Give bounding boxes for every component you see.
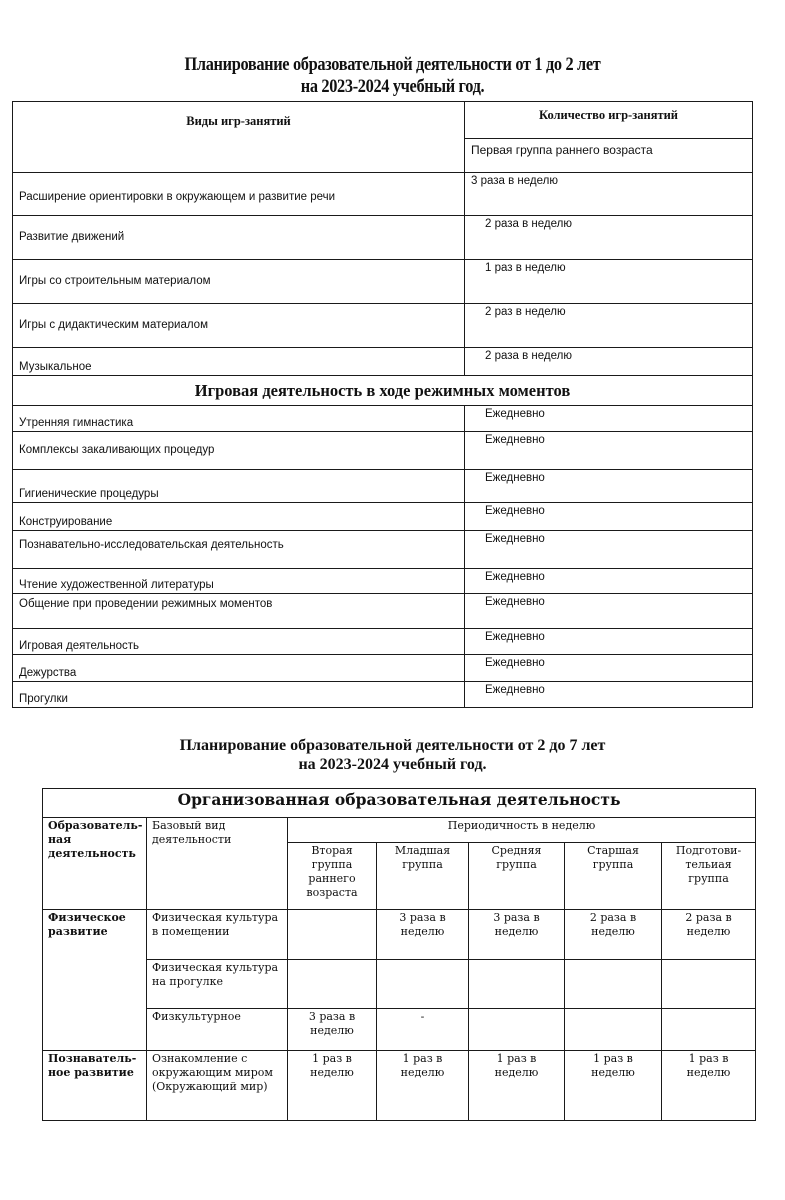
row-label: Чтение художественной литературы [13, 569, 465, 594]
row-label: Конструирование [13, 503, 465, 531]
row-value: Ежедневно [465, 569, 753, 594]
col-header-base: Базовый вид деятельности [147, 818, 288, 910]
row-label: Комплексы закаливающих процедур [13, 432, 465, 470]
cell-value: 3 раза в неделю [288, 1009, 377, 1051]
table-row [13, 594, 753, 629]
schedule-table-1-2-years [12, 101, 753, 708]
cell-value: 3 раза в неделю [469, 910, 565, 960]
row-value: 1 раз в неделю [465, 260, 753, 304]
row-label: Утренняя гимнастика [13, 406, 465, 432]
doc1-title-line1: Планирование образовательной деятельности от 1 до 2 лет [184, 54, 601, 75]
row-label: Прогулки [13, 682, 465, 708]
row-label: Дежурства [13, 655, 465, 682]
area-cognitive: Познавательное развитие [43, 1051, 147, 1121]
cell-value [469, 960, 565, 1009]
row-label: Игры с дидактическим материалом [13, 304, 465, 348]
row-value: Ежедневно [465, 503, 753, 531]
group-junior: Младшая группа [377, 843, 469, 910]
row-value: Ежедневно [465, 406, 753, 432]
cell-value: 3 раза в неделю [377, 910, 469, 960]
row-value: Ежедневно [465, 432, 753, 470]
area-physical: Физическое развитие [43, 910, 147, 1051]
table-row [13, 629, 753, 655]
base-activity: Физическая культура в помещении [147, 910, 288, 960]
row-label: Игровая деятельность [13, 629, 465, 655]
table-row [13, 304, 753, 348]
row-label: Развитие движений [13, 216, 465, 260]
table-row [13, 216, 753, 260]
doc1-title [55, 54, 730, 98]
cell-value: 1 раз в неделю [377, 1051, 469, 1121]
table-row [43, 1009, 756, 1051]
col-header-period: Периодичность в неделю [288, 818, 756, 843]
schedule-table-2-7-years [42, 788, 756, 1121]
row-value: Ежедневно [465, 629, 753, 655]
row-label: Гигиенические процедуры [13, 470, 465, 503]
cell-value [662, 1009, 756, 1051]
base-activity: Ознакомление с окружающим миром (Окружающий мир) [147, 1051, 288, 1121]
cell-value: 2 раза в неделю [662, 910, 756, 960]
group-header: Первая группа раннего возраста [465, 139, 753, 173]
cell-value: 1 раз в неделю [565, 1051, 662, 1121]
cell-value [288, 960, 377, 1009]
group-second-early: Вторая группа раннего возраста [288, 843, 377, 910]
table-row [43, 1051, 756, 1121]
table-row [13, 569, 753, 594]
doc2-title-line1: Планирование образовательной деятельности от 2 до 7 лет [179, 737, 606, 754]
table-row [13, 682, 753, 708]
table-row [13, 503, 753, 531]
cell-value [377, 960, 469, 1009]
row-label: Познавательно-исследовательская деятельность [13, 531, 465, 569]
group-preparatory: Подготовительиая группа [662, 843, 756, 910]
row-value: 3 раза в неделю [465, 173, 753, 216]
cell-value [565, 1009, 662, 1051]
table-row [13, 173, 753, 216]
row-value: Ежедневно [465, 682, 753, 708]
cell-value [565, 960, 662, 1009]
row-value: Ежедневно [465, 470, 753, 503]
row-value: Ежедневно [465, 531, 753, 569]
table-row [13, 655, 753, 682]
table-row [43, 960, 756, 1009]
row-value: 2 раза в неделю [465, 348, 753, 376]
row-label: Музыкальное [13, 348, 465, 376]
base-activity: Физическая культура на прогулке [147, 960, 288, 1009]
col-header-count: Количество игр-занятий [465, 102, 753, 139]
table-row [13, 348, 753, 376]
row-label: Расширение ориентировки в окружающем и развитие речи [13, 173, 465, 216]
row-value: Ежедневно [465, 594, 753, 629]
doc2-title [0, 736, 785, 774]
cell-value: 1 раз в неделю [469, 1051, 565, 1121]
col-header-activity-types: Виды игр-занятий [13, 102, 465, 173]
row-value: 2 раз в неделю [465, 304, 753, 348]
cell-value: 2 раза в неделю [565, 910, 662, 960]
banner-organized-activity: Организованная образовательная деятельность [43, 789, 756, 818]
cell-value [469, 1009, 565, 1051]
table-row [43, 910, 756, 960]
table-row [13, 406, 753, 432]
table-row [13, 432, 753, 470]
col-header-area: Образовательная деятельность [43, 818, 147, 910]
row-value: Ежедневно [465, 655, 753, 682]
row-label: Игры со строительным материалом [13, 260, 465, 304]
doc2-title-line2: на 2023-2024 учебный год. [298, 756, 487, 773]
group-senior: Старшая группа [565, 843, 662, 910]
cell-value [288, 910, 377, 960]
table-row [13, 531, 753, 569]
row-label: Общение при проведении режимных моментов [13, 594, 465, 629]
cell-value [662, 960, 756, 1009]
table-row [13, 260, 753, 304]
cell-value: - [377, 1009, 469, 1051]
cell-value: 1 раз в неделю [288, 1051, 377, 1121]
group-middle: Средняя группа [469, 843, 565, 910]
cell-value: 1 раз в неделю [662, 1051, 756, 1121]
base-activity: Физкультурное [147, 1009, 288, 1051]
table-row [13, 470, 753, 503]
doc1-title-line2: на 2023-2024 учебный год. [300, 76, 485, 97]
section-title-routine: Игровая деятельность в ходе режимных моментов [13, 376, 753, 406]
row-value: 2 раза в неделю [465, 216, 753, 260]
